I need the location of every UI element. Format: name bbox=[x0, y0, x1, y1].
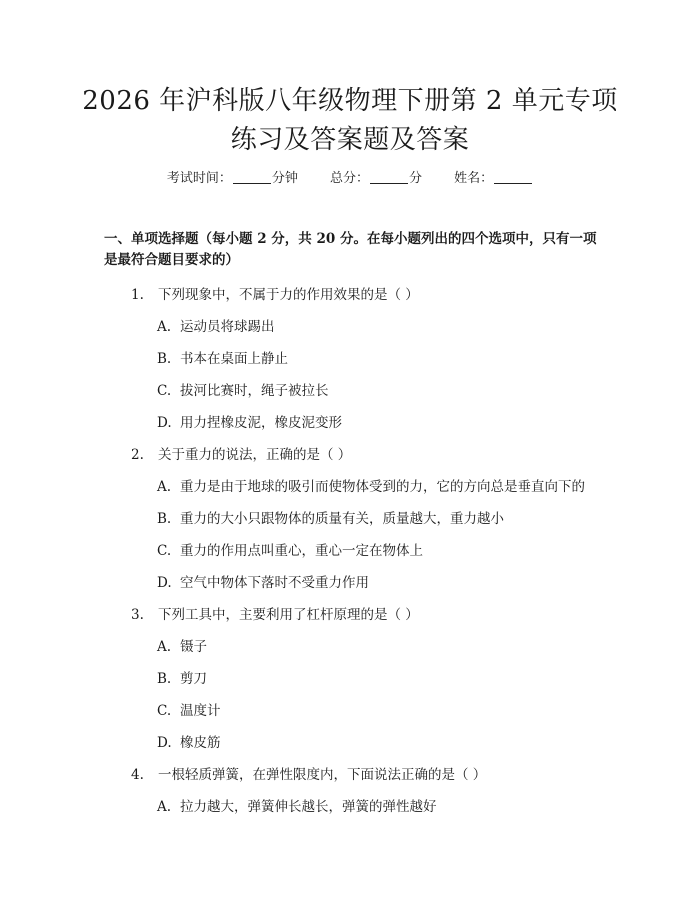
question-3 bbox=[131, 605, 419, 625]
question-text: 下列工具中，主要利用了杠杆原理的是（ ） bbox=[158, 607, 419, 623]
section-heading bbox=[104, 229, 604, 271]
option-text: 书本在桌面上静止 bbox=[180, 351, 288, 367]
question-text: 关于重力的说法，正确的是（ ） bbox=[158, 447, 352, 463]
option-letter: D. bbox=[157, 735, 172, 751]
exam-time-label: 考试时间： bbox=[166, 171, 232, 186]
question-2-option-d bbox=[157, 573, 369, 593]
section-heading-line-2: 是最符合题目要求的） bbox=[104, 252, 239, 268]
page-title-line-2: 练习及答案题及答案 bbox=[230, 125, 470, 155]
question-1 bbox=[131, 285, 419, 305]
question-1-option-d bbox=[157, 413, 342, 433]
question-1-option-a bbox=[157, 317, 275, 337]
option-letter: A. bbox=[157, 319, 172, 335]
exam-time-blank bbox=[233, 169, 271, 184]
exam-time-unit: 分钟 bbox=[271, 171, 298, 186]
question-2-option-a bbox=[157, 477, 585, 497]
section-heading-line-1: 一、单项选择题（每小题 2 分，共 20 分。在每小题列出的四个选项中，只有一项 bbox=[104, 231, 597, 247]
option-letter: C. bbox=[157, 383, 172, 399]
question-3-option-c bbox=[157, 701, 221, 721]
page-title-line-1: 2026 年沪科版八年级物理下册第 2 单元专项 bbox=[82, 86, 618, 116]
question-4 bbox=[131, 765, 486, 785]
total-score-blank bbox=[370, 169, 408, 184]
option-text: 拉力越大，弹簧伸长越长，弹簧的弹性越好 bbox=[180, 799, 437, 815]
option-text: 运动员将球踢出 bbox=[180, 319, 275, 335]
question-3-option-d bbox=[157, 733, 221, 753]
option-letter: B. bbox=[157, 351, 172, 367]
student-name-label: 姓名： bbox=[454, 171, 494, 186]
question-2 bbox=[131, 445, 351, 465]
option-letter: B. bbox=[157, 671, 172, 687]
exam-meta-row bbox=[0, 169, 700, 189]
option-letter: B. bbox=[157, 511, 172, 527]
option-text: 重力的大小只跟物体的质量有关，质量越大，重力越小 bbox=[180, 511, 504, 527]
option-letter: A. bbox=[157, 799, 172, 815]
option-letter: A. bbox=[157, 479, 172, 495]
total-score-field bbox=[330, 169, 422, 189]
question-4-option-a bbox=[157, 797, 437, 817]
option-text: 用力捏橡皮泥，橡皮泥变形 bbox=[180, 415, 342, 431]
question-number: 2. bbox=[131, 447, 144, 463]
option-text: 橡皮筋 bbox=[180, 735, 221, 751]
option-letter: C. bbox=[157, 543, 172, 559]
option-text: 剪刀 bbox=[180, 671, 207, 687]
option-letter: A. bbox=[157, 639, 172, 655]
question-text: 下列现象中，不属于力的作用效果的是（ ） bbox=[158, 287, 419, 303]
question-2-option-c bbox=[157, 541, 423, 561]
option-text: 拔河比赛时，绳子被拉长 bbox=[180, 383, 329, 399]
option-text: 重力的作用点叫重心，重心一定在物体上 bbox=[180, 543, 423, 559]
total-score-label: 总分： bbox=[329, 171, 369, 186]
student-name-blank bbox=[494, 169, 532, 184]
student-name-field bbox=[454, 169, 533, 189]
option-letter: C. bbox=[157, 703, 172, 719]
option-text: 镊子 bbox=[180, 639, 207, 655]
option-text: 空气中物体下落时不受重力作用 bbox=[180, 575, 369, 591]
question-text: 一根轻质弹簧，在弹性限度内，下面说法正确的是（ ） bbox=[158, 767, 487, 783]
exam-time-field bbox=[167, 169, 298, 189]
question-number: 1. bbox=[131, 287, 144, 303]
question-number: 3. bbox=[131, 607, 144, 623]
question-3-option-b bbox=[157, 669, 207, 689]
option-text: 温度计 bbox=[180, 703, 221, 719]
option-letter: D. bbox=[157, 575, 172, 591]
option-text: 重力是由于地球的吸引而使物体受到的力，它的方向总是垂直向下的 bbox=[180, 479, 585, 495]
question-1-option-c bbox=[157, 381, 329, 401]
question-number: 4. bbox=[131, 767, 144, 783]
question-2-option-b bbox=[157, 509, 504, 529]
question-3-option-a bbox=[157, 637, 207, 657]
question-1-option-b bbox=[157, 349, 288, 369]
total-score-unit: 分 bbox=[409, 171, 423, 186]
option-letter: D. bbox=[157, 415, 172, 431]
